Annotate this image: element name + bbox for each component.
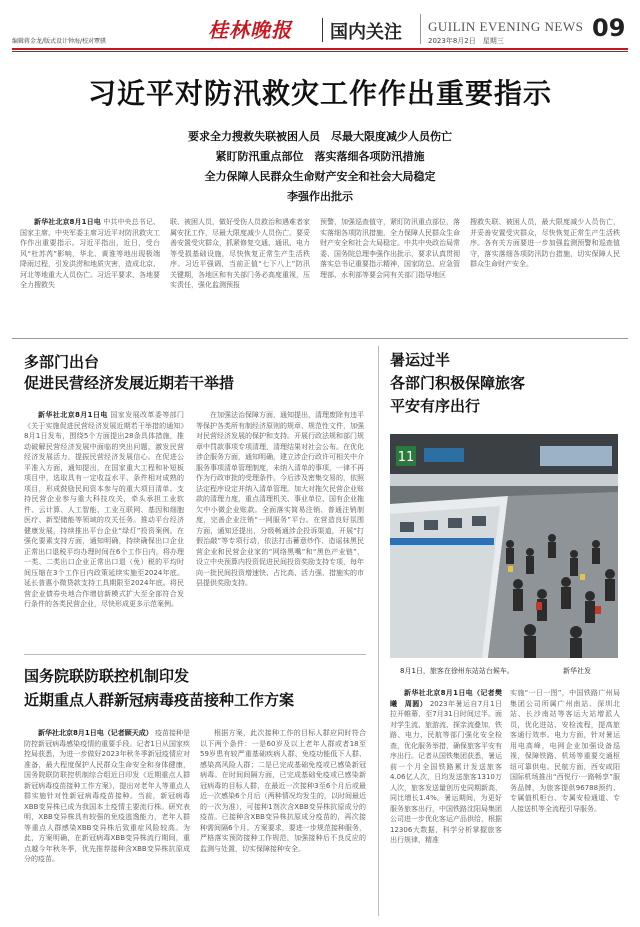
lead-subhead-4: 李强作出批示 xyxy=(287,190,353,203)
lead-column-4: 搜救失联、被困人员，最大限度减少人员伤亡，并妥善安置受灾群众，尽快恢复正常生产生活秩序。各有关方面要进一步加强监测预警和巡查值守，落实落细各项防汛防台措施，切实保障人民群众生命财产安全。 xyxy=(470,218,620,268)
photo-credit: 新华社发 xyxy=(563,667,591,675)
lead-column-3: 预警，加强巡查值守，紧盯防汛重点部位，落实落细各项防汛措施，全力保障人民群众生命财产安全和社会大局稳定。中共中央政治局常委、国务院总理李强作出批示，要求认真贯彻落实总书记重要指示精神，国家防总、应急管理部、水利部等要会同有关部门指导地区 xyxy=(320,218,460,279)
article3-title-line2: 近期重点人群新冠病毒疫苗接种工作方案 xyxy=(24,691,295,709)
column-divider xyxy=(378,346,379,916)
paper-english-name: GUILIN EVENING NEWS xyxy=(428,19,584,34)
article1-title-line1: 多部门出台 xyxy=(24,353,100,371)
article3-title-line1: 国务院联防联控机制印发 xyxy=(24,667,190,685)
article2-column-1-text: 2023年暑运自7月1日拉开帷幕，至7月31日时间过半。面对学生流、旅游流、探亲流叠加，铁路、电力、民航等部门强化安全检查，优化服务举措，确保旅客平安有序出行。记者从国铁集团获悉，暑运前一个月全国铁路累计发送旅客4.06亿人次，日均发送旅客1310万人次，旅客发送量创历史同期新高，同比增长1.4%。暑运期间，为更好服务旅客出行，中国铁路沈阳局集团公司进一步优化客运产品供给，根据12306大数据，科学分析掌握旅客出行规律，精准 xyxy=(390,699,502,844)
article2-title-line1: 暑运过半 xyxy=(390,351,451,369)
section-divider xyxy=(12,338,628,339)
masthead xyxy=(0,0,640,54)
article2-title-line3: 平安有序出行 xyxy=(390,397,481,415)
lead-column-1 xyxy=(20,217,160,307)
editors-credit: 编辑蒋金龙/版式设计钟海/校对覃骐 xyxy=(12,38,107,45)
section-title: 国内关注 xyxy=(330,22,402,43)
article1-column-1-text: 国家发展改革委等部门《关于实施促进民营经济发展近期若干举措的通知》8月1日发布，围绕5个方面提出28条具体措施，推动破解民营经济发展中面临的突出问题，激发民营经济发展活力，提振民营经济发展信心。在促进公平准入方面，通知提出，在国家重大工程和补短板项目中，选取具有一定收益水平、条件相对成熟的项目，形成鼓励民间资本参与的重大项目清单。支持民营企业参与重大科技攻关，牵头承担工业软件、云计算、人工智能、工业互联网、基因和细胞医疗、新型储能等领域的攻关任务。推动平台经济健康发展，持续推出平台企业“绿灯”投资案例。在强化要素支持方面，通知明确，持续确保出口企业正常出口退税平均办理时间在6个工作日内，将办理一类、二类出口企业正常出口退（免）税的平均时间压缩在3个工作日内政策延续实施至2024年底。延长普惠小微贷款支持工具期限至2024年底。将民营企业债券央地合作增信新模式扩大至全部符合发行条件的各类民营企业，尽快形成更多示范案例。 xyxy=(24,411,184,608)
lead-column-2: 联、被困人员，做好受伤人员救治和遇难者家属安抚工作，尽最大限度减少人员伤亡。要妥善安置受灾群众，抓紧修复交通、通讯、电力等受损基础设施，尽快恢复正常生产生活秩序。习近平强调，当前正值“七下八上”防汛关键期，各地区和有关部门务必高度重视，压实责任，强化监测预报 xyxy=(170,218,310,289)
article1-column-2: 在加强法治保障方面，通知提出，清理废除有违平等保护各类所有制经济原则的规章、规范性文件，加强对民营经济发展的保护和支持。开展行政法规和部门规章中罚款事项专项清理，清理结果对社会公布。在优化涉企服务方面，通知明确，建立涉企行政许可相关中介服务事项清单管理制度，未纳入清单的事项，一律不再作为行政审批的受理条件。今后涉及密集交易的，依照法定程序设定并纳入清单管理。加大对拖欠民营企业账款的清理力度，重点清理机关、事业单位、国有企业拖欠中小微企业账款。全面落实简易注销、普通注销制度，完善企业注销“一网服务”平台。在营造良好氛围方面，通知还提出，分级畅通涉企投诉渠道，开展“打假治敲”等专项行动，依法打击蓄意炒作、造谣抹黑民营企业和民营企业家的“网络黑嘴”和“黑色产业链”，设立中央预算内投资促进民间投资奖励支持专项，每年向一批民间投资增速快、占比高、活力强、措施实的市县提供奖励支持。 xyxy=(196,411,364,587)
masthead-divider xyxy=(322,18,323,42)
article1-dateline: 新华社北京8月1日电 xyxy=(38,411,108,419)
page-number: 09 xyxy=(592,14,626,42)
masthead-rule-thin xyxy=(12,51,628,52)
masthead-rule xyxy=(12,48,628,50)
lead-headline: 习近平对防汛救灾工作作出重要指示 xyxy=(87,77,552,110)
lead-subhead-1: 要求全力搜救失联被困人员 尽最大限度减少人员伤亡 xyxy=(188,130,452,143)
station-photo-illustration xyxy=(390,434,618,658)
article1-title-line2: 促进民营经济发展近期若干举措 xyxy=(24,374,235,392)
article2-column-2: 实施“一日一图”，中国铁路广州局集团公司所属广州南站、深圳北站、长沙南站等客运大站增派人员，优化进站、安检流程，提高旅客通行效率。电力方面，针对暑运用电高峰，电网企业加强设备巡视，保障铁路、机场等重要交通枢纽可靠供电。民航方面，西安咸阳国际机场推出“西悦行·一路畅享”服务品牌，为旅客提供96788预约、专属值机柜台、专属安检通道、专人接送机等全流程引导服务。 xyxy=(510,689,620,813)
article2-title-line2: 各部门积极保障旅客 xyxy=(390,374,526,392)
photo-caption: 8月1日，旅客在徐州东站站台候车。 xyxy=(400,667,514,675)
article3-column-2: 根据方案，此次接种工作的目标人群应同时符合以下两个条件：一是60岁及以上老年人群或者18至59岁患有较严重基础疾病人群、免疫功能低下人群、感染高风险人群；二是已完成基础免疫或已感染新冠病毒。在时间间隔方面，已完成基础免疫或已感染新冠病毒的目标人群，在最近一次接种3至6个月后或最近一次感染6个月后（两种情况均发生的，以时间最近的一次为准），可接种1剂次含XBB变异株抗原成分的疫苗。已接种含XBB变异株抗原成分疫苗的，再次接种需间隔6个月。方案要求，要进一步规范接种服务，严格落实预防接种工作规范，加强接种后不良反应的监测与处置，切实保障接种安全。 xyxy=(200,729,366,853)
newspaper-logo: 桂林晚报 xyxy=(208,18,292,42)
lead-subhead-2: 紧盯防汛重点部位 落实落细各项防汛措施 xyxy=(215,150,425,163)
article1-column-1 xyxy=(24,410,184,644)
lead-subhead-3: 全力保障人民群众生命财产安全和社会大局稳定 xyxy=(204,170,436,183)
article2-byline: （记者樊曦 周圆） xyxy=(390,689,502,708)
article3-dateline: 新华社北京8月1日电 xyxy=(38,729,104,737)
masthead-divider-2 xyxy=(420,14,421,44)
article3-column-1 xyxy=(24,728,190,916)
svg-text:11: 11 xyxy=(397,450,415,465)
article3-byline: （记者顾天成） xyxy=(103,729,153,737)
lead-dateline: 新华社北京8月1日电 xyxy=(34,218,101,226)
article3-column-1-text: 疫苗接种是防控新冠病毒感染疫情的重要手段。记者1日从国家疾控局获悉，为进一步做好2023年秋冬季新冠疫情应对准备，最大程度保护人民群众生命安全和身体健康，国务院联防联控机制综合组近日印发《近期重点人群新冠病毒疫苗接种工作方案》，提出对老年人等重点人群实施针对性新冠病毒疫苗接种。当前，新冠病毒XBB变异株已成为我国本土疫情主要流行株。研究表明，XBB变异株具有较强的免疫逃逸能力，老年人群等重点人群感染XBB变异株后致重症风险较高。为此，方案明确，在新冠病毒XBB变异株流行期间，重点越今年秋冬季，优先推荐接种含XBB变异株抗原成分的疫苗。 xyxy=(24,729,190,863)
article3-divider xyxy=(24,654,366,655)
issue-date: 2023年8月2日 星期三 xyxy=(428,37,504,45)
lead-column-1-text: 中共中央总书记、国家主席、中央军委主席习近平对防汛救灾工作作出重要指示。习近平指出，近日，受台风“杜苏芮”影响，华北、黄淮等地出现极端降雨过程，引发洪涝和地质灾害，造成北京、河北等地重大人员伤亡。习近平要求，各地要全力搜救失 xyxy=(20,218,160,289)
article2-column-1 xyxy=(390,688,502,916)
station-photo xyxy=(390,434,618,658)
article2-dateline: 新华社北京8月1日电 xyxy=(404,689,474,697)
